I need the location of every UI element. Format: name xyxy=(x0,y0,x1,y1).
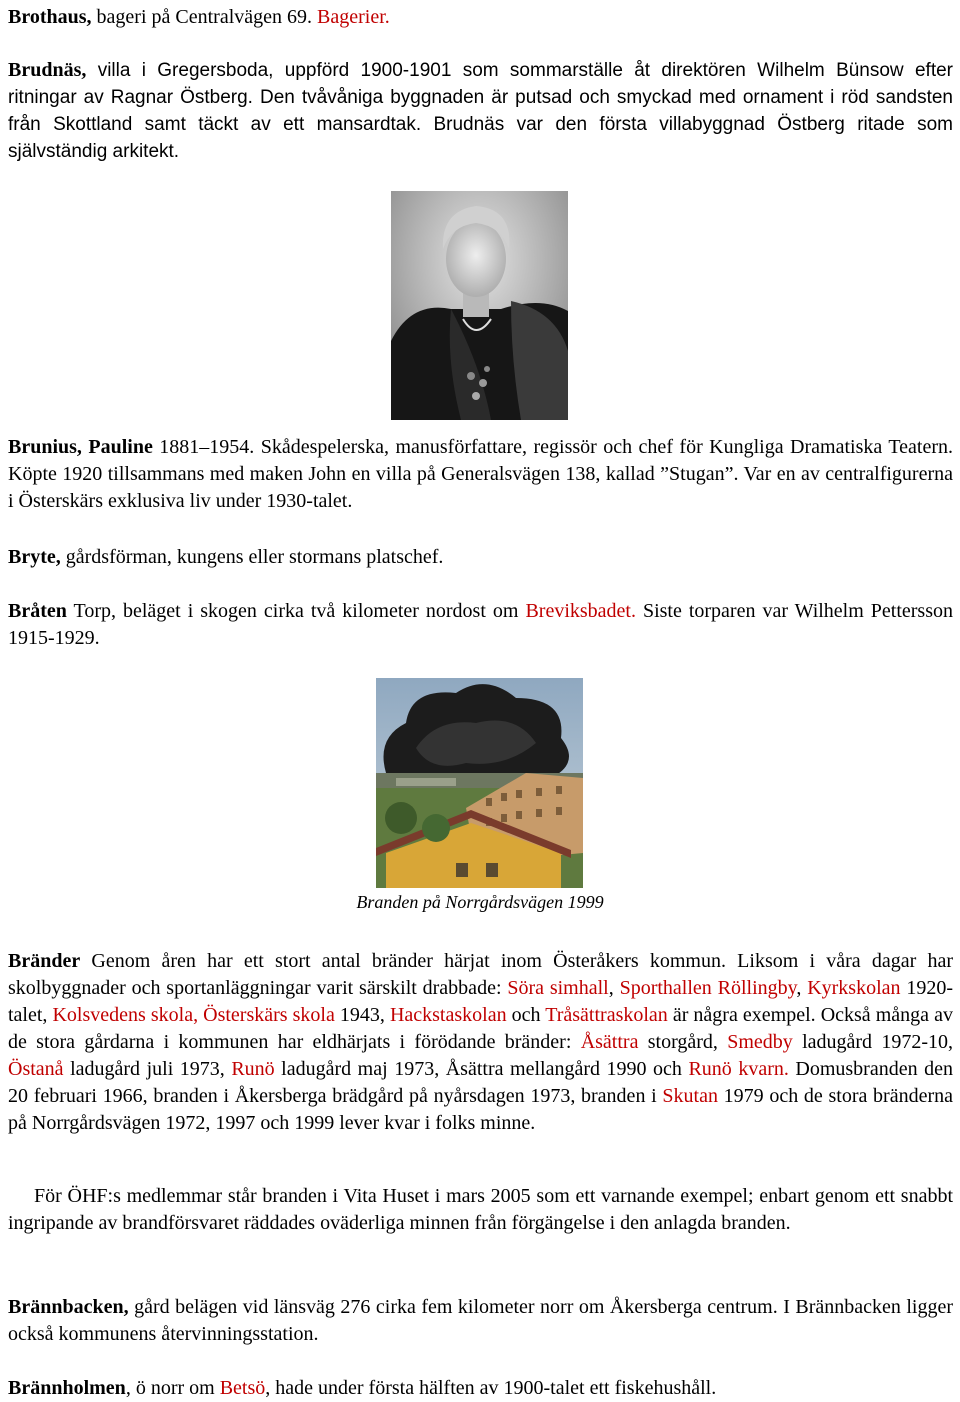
entry-brothaus xyxy=(8,4,953,31)
term-brander: Bränder xyxy=(8,950,81,972)
link-skutan[interactable]: Skutan xyxy=(662,1085,718,1107)
text-brander-5: 1943, xyxy=(334,1004,390,1026)
link-asattra[interactable]: Åsättra xyxy=(580,1031,639,1053)
text-bryte: gårdsförman, kungens eller stormans platschef. xyxy=(60,546,444,568)
term-brothaus: Brothaus, xyxy=(8,6,92,28)
fire-photo-caption: Branden på Norrgårdsvägen 1999 xyxy=(356,892,604,912)
link-betso[interactable]: Betsö xyxy=(219,1377,266,1399)
link-sporthallen-rollingby[interactable]: Sporthallen Röllingby xyxy=(619,977,797,999)
link-kyrkskolan[interactable]: Kyrkskolan xyxy=(807,977,901,999)
term-brannholmen: Brännholmen xyxy=(8,1377,126,1399)
text-brander-6: och xyxy=(506,1004,546,1026)
text-brander-7: är några exempel. Också många av de stora gårdarna i kommunen har eldhärjats i förödande bränder: xyxy=(8,1004,953,1053)
link-trasattraskolan[interactable]: Tråsättraskolan xyxy=(545,1004,668,1026)
text-brunius: 1881–1954. Skådespelerska, manusförfattare, regissör och chef för Kungliga Dramatiska Teatern. Köpte 1920 tillsammans med maken John en villa på Generalsvägen 138, kallad ”Stugan”. Var en av centralfigurerna i Österskärs exklusiva liv under 1930-talet. xyxy=(8,436,953,512)
text-brander-p2: För ÖHF:s medlemmar står branden i Vita Huset i mars 2005 som ett varnande exempel; enbart genom ett snabbt ingripande av brandförsvaret räddades oväderliga minnen från förgängelse i den anlagda branden. xyxy=(8,1185,953,1234)
term-braten: Bråten xyxy=(8,600,67,622)
text-brander-4: 1920-talet, xyxy=(8,977,954,1026)
text-brannbacken: gård belägen vid länsväg 276 cirka fem kilometer norr om Åkersberga centrum. I Brännbacken ligger också kommunens återvinningsstation. xyxy=(8,1296,953,1345)
entry-brander-paragraph-2 xyxy=(8,1183,953,1237)
link-ostana[interactable]: Östanå xyxy=(8,1058,64,1080)
text-brothaus: bageri på Centralvägen 69. xyxy=(91,6,318,28)
entry-brannholmen xyxy=(8,1375,953,1402)
text-brander-11: ladugård maj 1973, Åsättra mellangård 1990 och xyxy=(274,1058,689,1080)
fire-photo xyxy=(376,678,583,888)
text-braten-1: Torp, beläget i skogen cirka två kilometer nordost om xyxy=(66,600,526,622)
link-bagerier[interactable]: Bagerier. xyxy=(317,6,390,28)
link-hackstaskolan[interactable]: Hackstaskolan xyxy=(389,1004,507,1026)
term-brannbacken: Brännbacken, xyxy=(8,1296,129,1318)
text-brander-12: Domusbranden den 20 februari 1966, branden i Åkersberga brädgård på nyårsdagen 1973, branden i xyxy=(8,1058,953,1107)
link-smedby[interactable]: Smedby xyxy=(727,1031,793,1053)
term-brudnas: Brudnäs, xyxy=(8,59,87,81)
text-brander-3: , xyxy=(796,977,808,999)
link-breviksbadet[interactable]: Breviksbadet. xyxy=(525,600,636,622)
link-sora-simhall[interactable]: Söra simhall xyxy=(507,977,609,999)
entry-braten xyxy=(8,598,953,652)
text-brannholmen-1: , ö norr om xyxy=(125,1377,220,1399)
text-brander-10: ladugård juli 1973, xyxy=(63,1058,232,1080)
text-brannholmen-2: , hade under första hälften av 1900-talet ett fiskehushåll. xyxy=(265,1377,717,1399)
text-brander-9: ladugård 1972-10, xyxy=(792,1031,953,1053)
link-runo-kvarn[interactable]: Runö kvarn. xyxy=(688,1058,789,1080)
term-brunius: Brunius, Pauline xyxy=(8,436,153,458)
text-brander-1: Genom åren har ett stort antal bränder härjat inom Österåkers kommun. Liksom i våra dagar har skolbyggnader och sportanläggningar varit särskilt drabbade: xyxy=(8,950,953,999)
text-brander-2: , xyxy=(608,977,620,999)
portrait-photo xyxy=(391,191,568,420)
entry-brander xyxy=(8,948,953,1137)
entry-brudnas xyxy=(8,57,953,165)
text-braten-2: Siste torparen var Wilhelm Pettersson 1915-1929. xyxy=(8,600,953,649)
text-brudnas: villa i Gregersboda, uppförd 1900-1901 som sommarställe åt direktören Wilhelm Bünsow efter ritningar av Ragnar Östberg. Den tvåvåniga byggnaden är putsad och smyckad med ornament i röd sandsten från Skottland samt täckt av ett mansardtak. Brudnäs var den första villabyggnad Östberg ritade som självständig arkitekt. xyxy=(8,60,953,162)
entry-bryte xyxy=(8,544,953,571)
term-bryte: Bryte, xyxy=(8,546,61,568)
text-brander-8: storgård, xyxy=(638,1031,728,1053)
entry-brunius xyxy=(8,434,953,515)
text-brander-13: 1979 och de stora bränderna på Norrgårdsvägen 1972, 1997 och 1999 lever kvar i folks minne. xyxy=(8,1085,953,1134)
entry-brannbacken xyxy=(8,1294,953,1348)
link-kolsvedens-osterskars-skola[interactable]: Kolsvedens skola, Österskärs skola xyxy=(52,1004,335,1026)
link-runo[interactable]: Runö xyxy=(231,1058,275,1080)
